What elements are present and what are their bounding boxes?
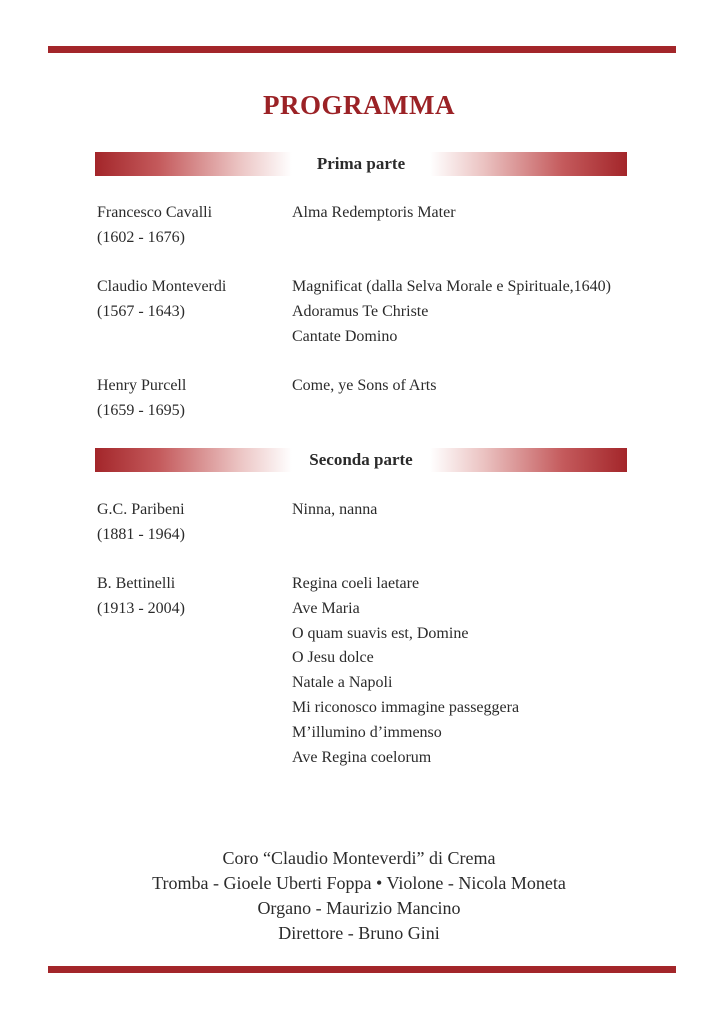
work-title: Regina coeli laetare xyxy=(292,575,420,592)
performer-credits xyxy=(0,846,718,946)
works-list xyxy=(292,275,692,349)
work-title: Natale a Napoli xyxy=(292,674,393,692)
credit-line: Coro “Claudio Monteverdi” di Crema xyxy=(222,848,496,868)
work-title: Mi riconosco immagine passeggera xyxy=(292,698,520,716)
composer-name: B. Bettinelli xyxy=(97,575,176,592)
section-heading: Seconda parte xyxy=(309,450,413,469)
page-title: PROGRAMMA xyxy=(263,90,455,120)
work-title: Ave Regina coelorum xyxy=(292,748,432,766)
top-rule xyxy=(48,46,676,53)
composer-name: Francesco Cavalli xyxy=(97,204,213,221)
work-title: M’illumino d’immenso xyxy=(292,723,442,741)
work-title: O quam suavis est, Domine xyxy=(292,624,469,642)
work-title: Ninna, nanna xyxy=(292,501,378,518)
work-title: O Jesu dolce xyxy=(292,649,374,667)
composer-dates: (1602 - 1676) xyxy=(97,228,185,246)
composer-dates: (1659 - 1695) xyxy=(97,401,185,419)
credit-line: Organo - Maurizio Mancino xyxy=(257,898,461,918)
work-title: Alma Redemptoris Mater xyxy=(292,204,456,221)
composer-dates: (1881 - 1964) xyxy=(97,525,185,543)
section-band-seconda xyxy=(95,448,627,472)
works-list xyxy=(292,201,692,226)
composer-entry xyxy=(97,498,287,548)
work-title: Cantate Domino xyxy=(292,327,398,345)
composer-name: G.C. Paribeni xyxy=(97,501,185,518)
composer-name: Claudio Monteverdi xyxy=(97,278,227,295)
work-title: Adoramus Te Christe xyxy=(292,302,429,320)
composer-entry xyxy=(97,572,287,622)
work-title: Come, ye Sons of Arts xyxy=(292,377,437,394)
composer-entry xyxy=(97,374,287,424)
composer-entry xyxy=(97,201,287,251)
section-heading: Prima parte xyxy=(316,154,406,173)
composer-entry xyxy=(97,275,287,325)
section-band-prima xyxy=(95,152,627,176)
works-list xyxy=(292,374,692,399)
composer-name: Henry Purcell xyxy=(97,377,187,394)
composer-dates: (1913 - 2004) xyxy=(97,599,185,617)
credit-line: Direttore - Bruno Gini xyxy=(278,923,440,943)
credit-line: Tromba - Gioele Uberti Foppa • Violone - Nicola Moneta xyxy=(152,873,566,893)
composer-dates: (1567 - 1643) xyxy=(97,302,185,320)
work-title: Ave Maria xyxy=(292,599,360,617)
works-list xyxy=(292,498,692,523)
work-title: Magnificat (dalla Selva Morale e Spirituale,1640) xyxy=(292,278,612,295)
bottom-rule xyxy=(48,966,676,973)
works-list xyxy=(292,572,692,770)
